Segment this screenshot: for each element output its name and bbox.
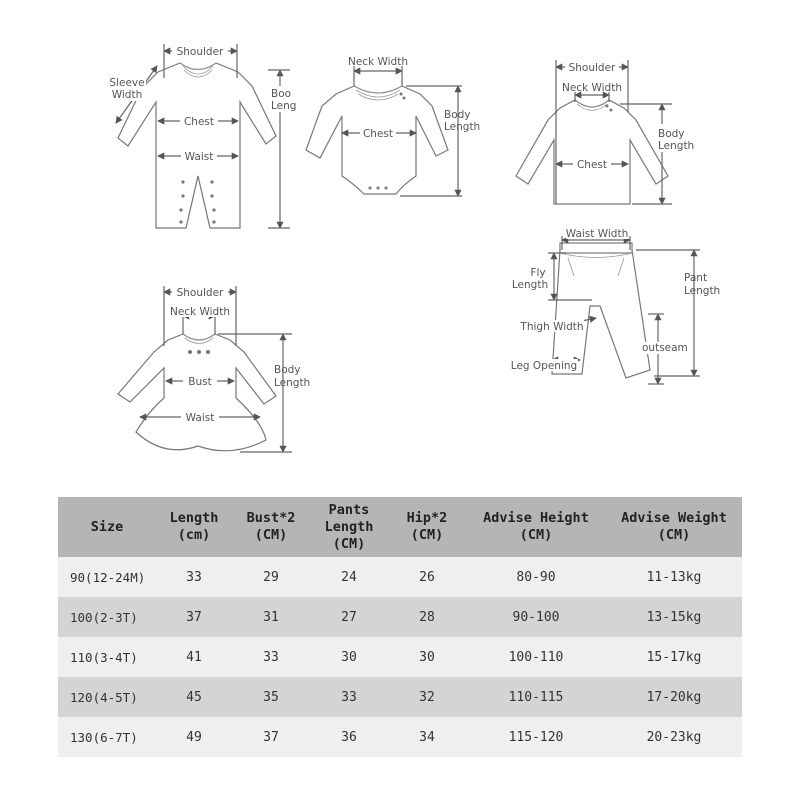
table-row [58, 637, 742, 677]
cell-pants-length: 36 [310, 717, 388, 757]
pants-pant-length-label-2: Length [684, 285, 721, 297]
pants-waist-width-label: Waist Width [565, 228, 629, 240]
header-advise-height: Advise Height (CM) [466, 497, 606, 557]
dress-waist-label: Waist [185, 412, 215, 424]
top-outline [516, 100, 668, 204]
header-bust: Bust*2 (CM) [232, 497, 310, 557]
cell-pants-length: 30 [310, 637, 388, 677]
cell-hip: 30 [388, 637, 466, 677]
pants-pant-length-label: Pant [684, 272, 708, 284]
cell-bust: 37 [232, 717, 310, 757]
pants-thigh-width-label: Thigh Width [520, 321, 584, 333]
bodysuit-outline [306, 86, 448, 194]
table-row [58, 717, 742, 757]
bodysuit-body-length-label: Body [444, 109, 471, 121]
top-chest-label: Chest [576, 159, 608, 171]
cell-pants-length: 27 [310, 597, 388, 637]
cell-advise-height: 110-115 [466, 677, 606, 717]
header-length: Length (cm) [156, 497, 232, 557]
size-chart-table [58, 497, 742, 757]
jumpsuit-shoulder-label: Shoulder [176, 46, 224, 58]
pants-outseam-label: outseam [642, 342, 688, 354]
jumpsuit-chest-label: Chest [183, 116, 215, 128]
bodysuit-neck-width-label: Neck Width [347, 56, 409, 68]
cell-advise-weight: 17-20kg [606, 677, 742, 717]
top-shoulder-label: Shoulder [568, 62, 616, 74]
cell-advise-weight: 15-17kg [606, 637, 742, 677]
cell-length: 37 [156, 597, 232, 637]
cell-size: 110(3-4T) [58, 637, 156, 677]
top-body-length-label: Body [658, 128, 685, 140]
jumpsuit-waist-label: Waist [184, 151, 214, 163]
top-diagram [516, 60, 694, 204]
header-pants-length: Pants Length (CM) [310, 497, 388, 557]
bodysuit-body-length-label-2: Length [444, 121, 481, 133]
cell-length: 45 [156, 677, 232, 717]
pants-waistband [560, 243, 632, 253]
table-header-row [58, 497, 742, 557]
jumpsuit-sleeve-width-label: Sleeve [109, 77, 145, 89]
cell-size: 120(4-5T) [58, 677, 156, 717]
dress-bust-label: Bust [188, 376, 212, 388]
dress-body-length-label-2: Length [274, 377, 311, 389]
cell-pants-length: 24 [310, 557, 388, 597]
top-body-length-label-2: Length [658, 140, 695, 152]
cell-advise-height: 80-90 [466, 557, 606, 597]
cell-advise-weight: 13-15kg [606, 597, 742, 637]
cell-hip: 26 [388, 557, 466, 597]
jumpsuit-body-length-label-2: Leng [271, 100, 297, 112]
cell-advise-height: 90-100 [466, 597, 606, 637]
header-hip: Hip*2 (CM) [388, 497, 466, 557]
jumpsuit-body-length-label: Boo [271, 88, 292, 100]
cell-advise-weight: 20-23kg [606, 717, 742, 757]
cell-bust: 33 [232, 637, 310, 677]
bodysuit-diagram [306, 56, 480, 196]
cell-hip: 32 [388, 677, 466, 717]
cell-hip: 28 [388, 597, 466, 637]
header-size: Size [58, 497, 156, 557]
dress-shoulder-label: Shoulder [176, 287, 224, 299]
cell-advise-height: 115-120 [466, 717, 606, 757]
dress-neck-width-label: Neck Width [169, 306, 231, 318]
cell-size: 130(6-7T) [58, 717, 156, 757]
jumpsuit-diagram [106, 44, 296, 228]
table-row [58, 677, 742, 717]
bodysuit-chest-label: Chest [362, 128, 394, 140]
header-advise-weight: Advise Weight (CM) [606, 497, 742, 557]
top-neck-width-label: Neck Width [561, 82, 623, 94]
cell-advise-weight: 11-13kg [606, 557, 742, 597]
cell-length: 49 [156, 717, 232, 757]
pants-fly-length-label-2: Length [511, 279, 549, 291]
pants-leg-opening-label: Leg Opening [510, 360, 578, 372]
cell-bust: 29 [232, 557, 310, 597]
cell-advise-height: 100-110 [466, 637, 606, 677]
dress-body-length-label: Body [274, 364, 301, 376]
jumpsuit-sleeve-width-label-2: Width [111, 89, 143, 101]
cell-bust: 31 [232, 597, 310, 637]
pants-outline [552, 250, 650, 378]
cell-bust: 35 [232, 677, 310, 717]
dress-outline [118, 334, 276, 451]
dress-diagram [118, 286, 310, 452]
table-row [58, 597, 742, 637]
cell-hip: 34 [388, 717, 466, 757]
pants-fly-length-label: Fly [530, 267, 546, 279]
cell-pants-length: 33 [310, 677, 388, 717]
cell-length: 41 [156, 637, 232, 677]
pants-diagram [510, 227, 720, 384]
cell-size: 100(2-3T) [58, 597, 156, 637]
cell-size: 90(12-24M) [58, 557, 156, 597]
cell-length: 33 [156, 557, 232, 597]
dress-buttons [188, 350, 210, 354]
table-row [58, 557, 742, 597]
